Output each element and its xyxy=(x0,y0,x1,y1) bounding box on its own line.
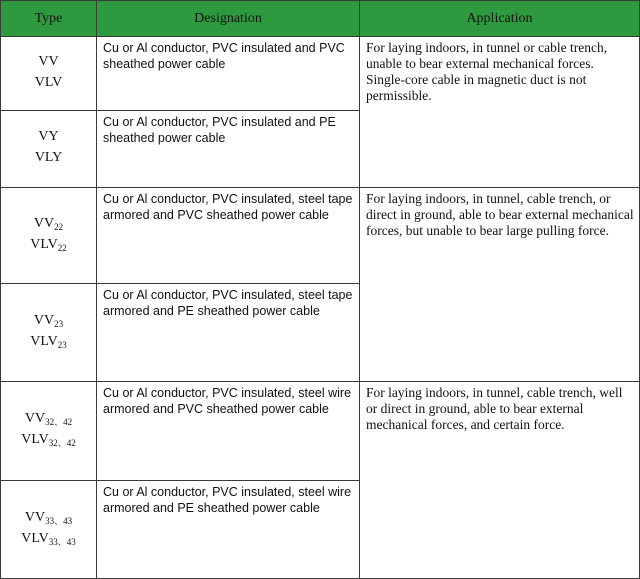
type-code: $VV_{32、42}$ xyxy=(24,411,73,427)
designation-cell: Cu or Al conductor, PVC insulated and PVC sheathed power cable xyxy=(97,37,360,111)
type-code: $VV_{33、43}$ xyxy=(24,509,73,526)
type-code: VY xyxy=(38,129,59,144)
table-row xyxy=(1,188,640,284)
designation-cell: Cu or Al conductor, PVC insulated, steel tape armored and PE sheathed power cable xyxy=(97,284,360,382)
table-row xyxy=(1,37,640,111)
type-cell xyxy=(1,284,97,382)
application-cell: For laying indoors, in tunnel or cable trench, unable to bear external mechanical forces. Single-core cable in magnetic duct is not permissible. xyxy=(360,37,640,188)
type-code: $VV_{22}$ xyxy=(33,215,64,232)
table-row xyxy=(1,382,640,481)
type-code: $VLV_{32、42}$ xyxy=(21,432,76,448)
designation-cell: Cu or Al conductor, PVC insulated, steel wire armored and PVC sheathed power cable xyxy=(97,382,360,481)
type-code: VV xyxy=(38,53,59,69)
header-application: Application xyxy=(360,1,640,37)
type-code: $VV_{23}$ xyxy=(33,312,64,329)
type-cell xyxy=(1,188,97,284)
application-cell: For laying indoors, in tunnel, cable trench, or direct in ground, able to bear external mechanical forces, but unable to bear large pulling force. xyxy=(360,188,640,382)
header-type: Type xyxy=(1,1,97,37)
designation-cell: Cu or Al conductor, PVC insulated and PE sheathed power cable xyxy=(97,111,360,188)
type-cell xyxy=(1,111,97,188)
type-code: VLV xyxy=(34,74,63,90)
header-designation: Designation xyxy=(97,1,360,37)
application-cell: For laying indoors, in tunnel, cable trench, well or direct in ground, able to bear external mechanical forces, and certain force. xyxy=(360,382,640,579)
type-code: $VLV_{33、43}$ xyxy=(21,530,76,547)
type-cell xyxy=(1,382,97,481)
designation-cell: Cu or Al conductor, PVC insulated, steel tape armored and PVC sheathed power cable xyxy=(97,188,360,284)
type-code: $VLV_{22}$ xyxy=(30,236,67,253)
header-row xyxy=(1,1,640,37)
designation-cell: Cu or Al conductor, PVC insulated, steel wire armored and PE sheathed power cable xyxy=(97,481,360,579)
type-code: $VLV_{23}$ xyxy=(30,333,67,350)
type-cell xyxy=(1,481,97,579)
type-code: VLY xyxy=(34,150,63,165)
type-cell xyxy=(1,37,97,111)
